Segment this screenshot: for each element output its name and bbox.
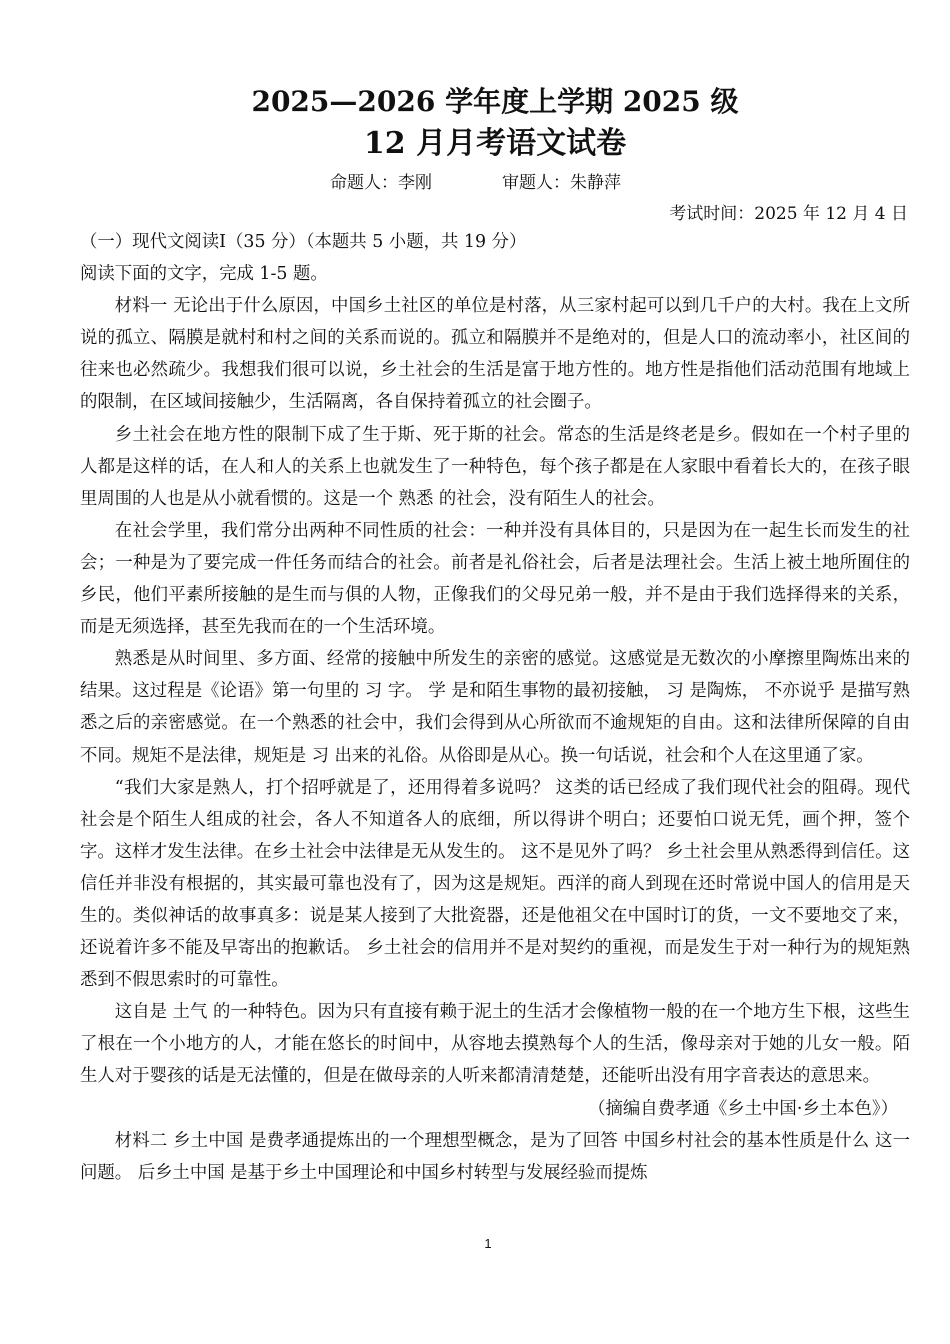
authors-line xyxy=(330,168,621,193)
paragraph: 材料一 无论出于什么原因，中国乡土社区的单位是村落，从三家村起可以到几千户的大村。我在上文所说的孤立、隔膜是就村和村之间的关系而说的。孤立和隔膜并不是绝对的，但是人口的流动率小，社区间的往来也必然疏少。我想我们很可以说，乡土社会的生活是富于地方性的。地方性是指他们活动范围有地域上的限制，在区域间接触少，生活隔离，各自保持着孤立的社会圈子。 xyxy=(80,296,910,413)
paragraph: 在社会学里，我们常分出两种不同性质的社会：一种并没有具体目的，只是因为在一起生长而发生的社会；一种是为了要完成一件任务而结合的社会。前者是礼俗社会，后者是法理社会。生活上被土地所囿住的乡民，他们平素所接触的是生而与俱的人物，正像我们的父母兄弟一般，并不是由于我们选择得来的关系，而是无须选择，甚至先我而在的一个生活环境。 xyxy=(80,520,910,638)
page-number: 1 xyxy=(484,1236,492,1251)
paragraph: 这自是 土气 的一种特色。因为只有直接有赖于泥土的生活才会像植物一般的在一个地方生下根，这些生了根在一个小地方的人，才能在悠长的时间中，从容地去摸熟每个人的生活，像母亲对于她的儿女一般。陌生人对于婴孩的话是无法懂的，但是在做母亲的人听来都清清楚楚，还能听出没有用字音表达的意思来。 xyxy=(80,1002,910,1087)
paragraph: 乡土社会在地方性的限制下成了生于斯、死于斯的社会。常态的生活是终老是乡。假如在一个村子里的人都是这样的话，在人和人的关系上也就发生了一种特色，每个孩子都是在人家眼中看着长大的，在孩子眼里周围的人也是从小就看惯的。这是一个 熟悉 的社会，没有陌生人的社会。 xyxy=(80,424,910,509)
reading-passage xyxy=(80,226,910,1189)
reviewer-name: 审题人：朱静萍 xyxy=(502,173,621,193)
exam-title-line1: 2025—2026 学年度上学期 2025 级 xyxy=(251,85,739,118)
source-citation: （摘编自费孝通《乡土中国·乡土本色》） xyxy=(588,1098,898,1119)
paragraph: “我们大家是熟人，打个招呼就是了，还用得着多说吗？ 这类的话已经成了我们现代社会的阻碍。现代社会是个陌生人组成的社会，各人不知道各人的底细，所以得讲个明白；还要怕口说无凭，画个押，签个字。这样才发生法律。在乡土社会中法律是无从发生的。 这不是见外了吗？ 乡土社会里从熟悉得到信任。这信任并非没有根据的，其实最可靠也没有了，因为这是规矩。西洋的商人到现在还时常说中国人的信用是天生的。类似神话的故事真多：说是某人接到了大批瓷器，还是他祖父在中国时订的货，一文不要地交了来，还说着许多不能及早寄出的抱歉话。 乡土社会的信用并不是对契约的重视，而是发生于对一种行为的规矩熟悉到不假思索时的可靠性。 xyxy=(80,777,910,991)
paragraph-material-two: 材料二 乡土中国 是费孝通提炼出的一个理想型概念，是为了回答 中国乡村社会的基本性质是什么 这一问题。 后乡土中国 是基于乡土中国理论和中国乡村转型与发展经验而提炼 xyxy=(80,1130,910,1183)
exam-title-line2: 12 月月考语文试卷 xyxy=(363,126,627,161)
setter-name: 命题人：李刚 xyxy=(330,173,432,193)
exam-time: 考试时间：2025 年 12 月 4 日 xyxy=(669,204,908,224)
instruction: 阅读下面的文字，完成 1-5 题。 xyxy=(80,264,328,285)
paragraph: 熟悉是从时间里、多方面、经常的接触中所发生的亲密的感觉。这感觉是无数次的小摩擦里陶炼出来的结果。这过程是《论语》第一句里的 习 字。 学 是和陌生事物的最初接触， 习 是陶炼， 不亦说乎 是描写熟悉之后的亲密感觉。在一个熟悉的社会中，我们会得到从心所欲而不逾规矩的自由。这和法律所保障的自由不同。规矩不是法律，规矩是 习 出来的礼俗。从俗即是从心。换一句话说，社会和个人在这里通了家。 xyxy=(80,649,910,766)
section-heading: （一）现代文阅读Ⅰ（35 分）（本题共 5 小题，共 19 分） xyxy=(80,232,527,252)
